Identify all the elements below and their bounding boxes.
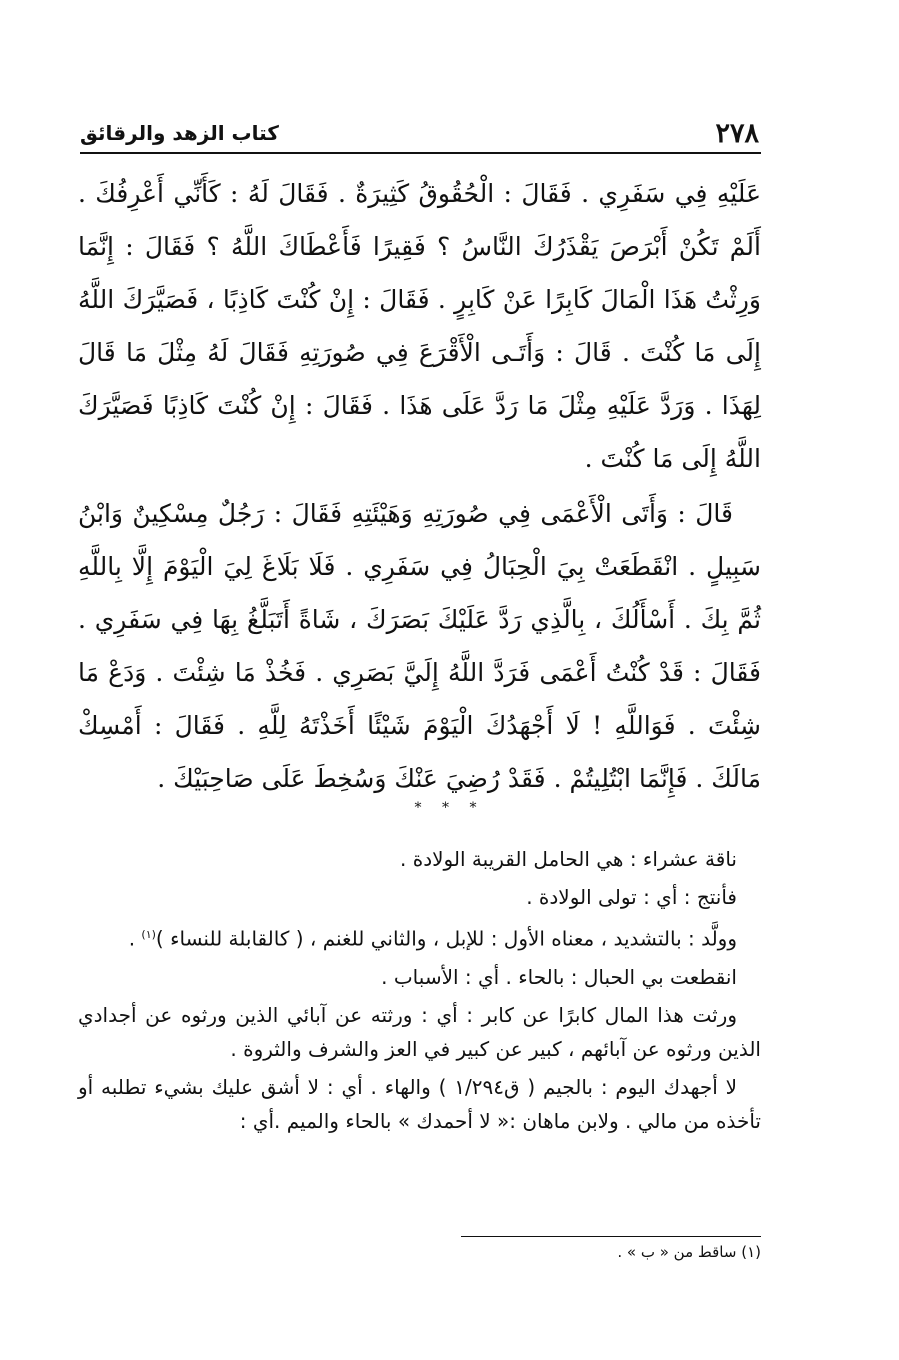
hadith-paragraph-1: عَلَيْهِ فِي سَفَرِي . فَقَالَ : الْحُقُوقُ كَثِيرَةٌ . فَقَالَ لَهُ : كَأَنِّي أَعْرِفُكَ . أَلَمْ تَكُنْ أَبْرَصَ يَقْذَرُكَ النَّاسُ ؟ فَقِيرًا فَأَعْطَاكَ اللَّهُ ؟ فَقَالَ : إِنَّمَا وَرِثْتُ هَذَا الْمَالَ كَابِرًا عَنْ كَابِرٍ . فَقَالَ : إِنْ كُنْتَ كَاذِبًا ، فَصَيَّرَكَ اللَّهُ إِلَى مَا كُنْتَ . قَالَ : وَأَتَـى الْأَقْرَعَ فِي صُورَتِهِ فَقَالَ لَهُ مِثْلَ مَا قَالَ لِهَذَا . وَرَدَّ عَلَيْهِ مِثْلَ مَا رَدَّ عَلَى هَذَا . فَقَالَ : إِنْ كُنْتَ كَاذِبًا فَصَيَّرَكَ اللَّهُ إِلَى مَا كُنْتَ . bbox=[78, 179, 761, 473]
header-rule bbox=[80, 152, 761, 154]
page-header bbox=[80, 113, 759, 153]
hadith-paragraph-2: قَالَ : وَأَتَى الْأَعْمَى فِي صُورَتِهِ وَهَيْئَتِهِ فَقَالَ : رَجُلٌ مِسْكِينٌ وَابْنُ سَبِيلٍ . انْقَطَعَتْ بِيَ الْحِبَالُ فِي سَفَرِي . فَلَا بَلَاغَ لِيَ الْيَوْمَ إِلَّا بِاللَّهِ ثُمَّ بِكَ . أَسْأَلُكَ ، بِالَّذِي رَدَّ عَلَيْكَ بَصَرَكَ ، شَاةً أَتَبَلَّغُ بِهَا فِي سَفَرِي . فَقَالَ : قَدْ كُنْتُ أَعْمَى فَرَدَّ اللَّهُ إِلَيَّ بَصَرِي . فَخُذْ مَا شِئْتَ . وَدَعْ مَا شِئْتَ . فَوَاللَّهِ ! لَا أَجْهَدُكَ الْيَوْمَ شَيْئًا أَخَذْتَهُ لِلَّهِ . فَقَالَ : أَمْسِكْ مَالَكَ . فَإِنَّمَا ابْتُلِيتُمْ . فَقَدْ رُضِيَ عَنْكَ وَسُخِطَ عَلَى صَاحِبَيْكَ . bbox=[78, 499, 761, 793]
note-item: ورثت هذا المال كابرًا عن كابر : أي : ورثته عن آبائي الذين ورثوه عن أجدادي الذين ورثوه عن آبائهم ، كبير عن كبير في العز والشرف والثروة . bbox=[78, 1002, 761, 1061]
glossary-notes bbox=[78, 842, 761, 1142]
page-number: ٢٧٨ bbox=[715, 117, 759, 149]
footnote: (١) ساقط من « ب » . bbox=[617, 1243, 761, 1261]
note-text-end: . bbox=[128, 926, 142, 951]
note-item: لا أجهدك اليوم : بالجيم ( ق١/٢٩٤ ) والهاء . أي : لا أشق عليك بشيء تطلبه أو تأخذه من مالي . ولابن ماهان :« لا أحمدك » بالحاء والميم .أي : bbox=[78, 1074, 761, 1133]
note-item bbox=[78, 918, 761, 956]
section-separator: * * * bbox=[414, 800, 485, 816]
note-text: وولَّد : بالتشديد ، معناه الأول : للإبل ، والثاني للغنم ، ( كالقابلة للنساء ) bbox=[155, 926, 737, 951]
running-title: كتاب الزهد والرقائق bbox=[80, 121, 279, 145]
note-item: فأنتج : أي : تولى الولادة . bbox=[526, 885, 737, 909]
note-item: انقطعت بي الحبال : بالحاء . أي : الأسباب . bbox=[381, 964, 737, 989]
footnote-reference: (١) bbox=[141, 928, 156, 941]
note-item: ناقة عشراء : هي الحامل القريبة الولادة . bbox=[400, 847, 737, 871]
footnote-rule bbox=[461, 1236, 761, 1237]
